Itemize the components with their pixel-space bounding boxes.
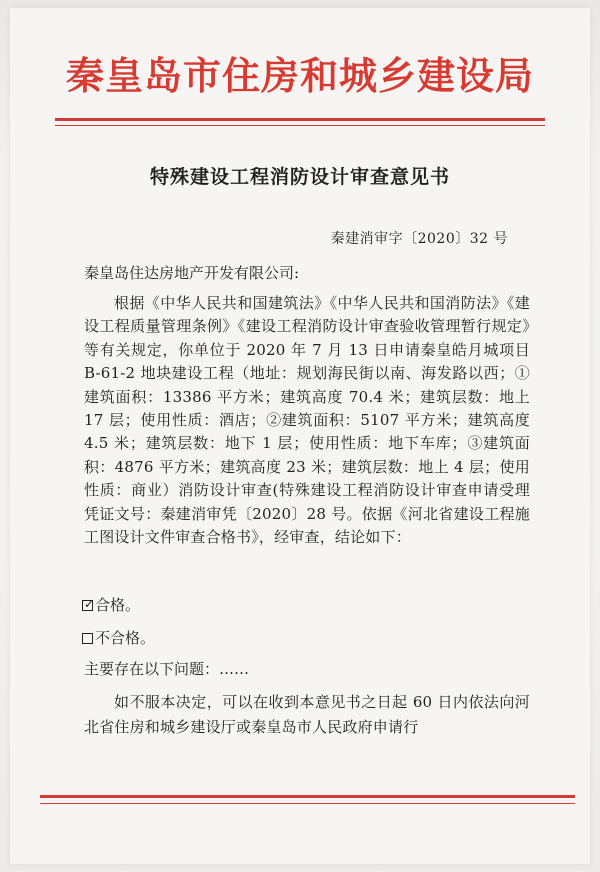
document-title: 特殊建设工程消防设计审查意见书 — [149, 166, 450, 188]
footer-rule-thin — [40, 803, 575, 804]
letterhead-rule-thick — [55, 118, 545, 121]
checked-box-icon: ✓ — [84, 596, 95, 611]
appeal-paragraph: 如不服本决定，可以在收到本意见书之日起 60 日内依法向河北省住房和城乡建设厅或秦皇岛市人民政府申请行 — [84, 693, 530, 736]
option-pass — [82, 593, 140, 617]
body-paragraph: 根据《中华人民共和国建筑法》《中华人民共和国消防法》《建设工程质量管理条例》《建设工程消防设计审查验收管理暂行规定》等有关规定，你单位于 2020 年 7 月 13 日申请秦皇皓月城项目 B-61-2 地块建设工程（地址：规划海民街以南、海发路以西；①建筑面积：13386 平方米；建筑高度 70.4 米；建筑层数：地上 17 层；使用性质：酒店；②建筑面积：5107 平方米；建筑高度 4.5 米；建筑层数：地下 1 层；使用性质：地下车库；③建筑面积：4876 平方米；建筑高度 23 米；建筑层数：地上 4 层；使用性质：商业）消防设计审查(特殊建设工程消防设计审查申请受理凭证文号：秦建消审凭〔2020〕28 号。依据《河北省建设工程施工图设计文件审查合格书》，经审查，结论如下： — [84, 294, 530, 547]
issues-line: 主要存在以下问题：…… — [84, 660, 250, 678]
unchecked-box-icon — [82, 633, 93, 644]
document-number: 秦建消审字〔2020〕32 号 — [330, 231, 508, 247]
option-fail-label: 不合格。 — [95, 629, 156, 647]
letterhead-org-name: 秦皇岛市住房和城乡建设局 — [65, 54, 534, 98]
addressee: 秦皇岛住达房地产开发有限公司: — [84, 264, 300, 282]
footer-rule-thick — [40, 795, 575, 798]
option-pass-label: 合格。 — [95, 596, 141, 614]
letterhead-rule-thin — [55, 125, 545, 126]
option-fail — [82, 626, 155, 650]
